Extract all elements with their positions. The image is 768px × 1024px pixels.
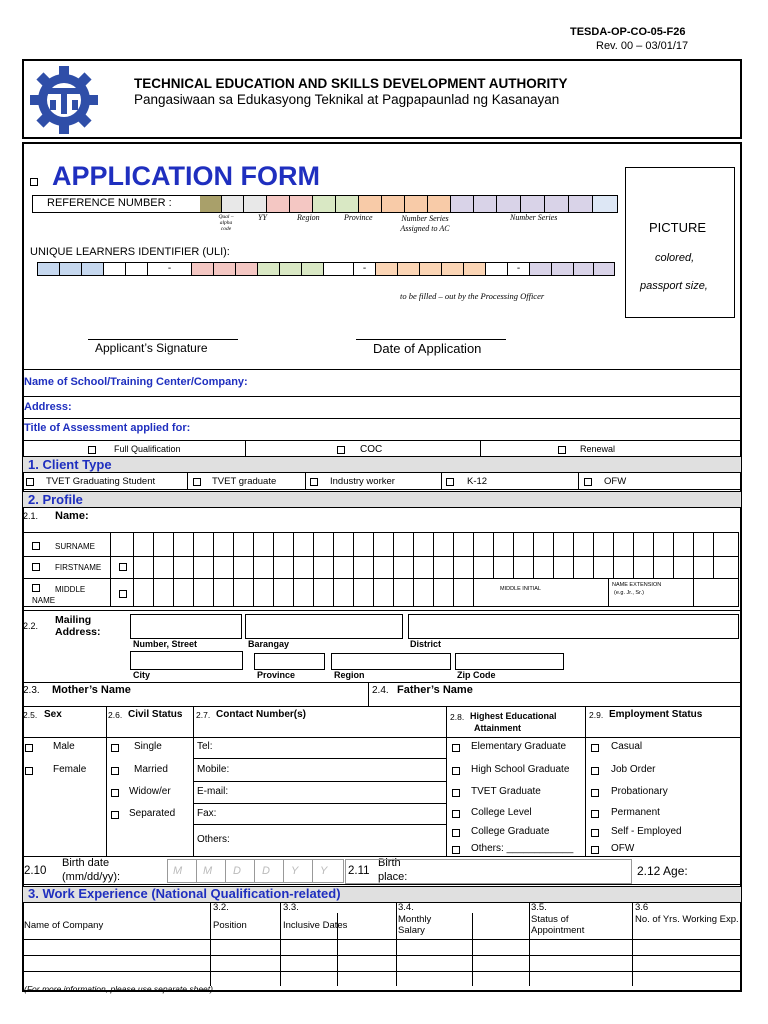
street-input[interactable] [130, 614, 242, 639]
education-high-school: High School Graduate [471, 764, 570, 775]
divider [23, 955, 741, 956]
date-placeholder-d: D [233, 865, 241, 877]
contact-tel[interactable]: Tel: [197, 741, 213, 752]
address-label: Address: [24, 401, 72, 413]
client-type-ofw: OFW [604, 476, 627, 487]
divider [133, 532, 134, 607]
divider [283, 859, 284, 883]
divider [472, 913, 473, 986]
checkbox[interactable] [111, 811, 119, 819]
birthplace-label-2: place: [378, 871, 408, 883]
section-bar [23, 491, 741, 508]
client-type-tvet-graduating: TVET Graduating Student [46, 476, 156, 487]
ref-cell[interactable] [545, 196, 569, 212]
checkbox[interactable] [88, 446, 96, 454]
checkbox[interactable] [111, 744, 119, 752]
divider [533, 532, 534, 578]
uli-cell[interactable] [594, 263, 614, 275]
birthdate-number: 2.10 [24, 865, 47, 877]
civil-married: Married [134, 764, 168, 775]
uli-label: UNIQUE LEARNERS IDENTIFIER (ULI): [30, 246, 230, 258]
divider [193, 803, 446, 804]
surname-label: SURNAME [55, 542, 96, 551]
uli-cell[interactable] [38, 263, 60, 275]
employment-ofw: OFW [611, 843, 635, 854]
caption-province: Province [344, 213, 373, 222]
district-label: District [410, 639, 442, 649]
divider [513, 532, 514, 578]
divider [585, 706, 586, 856]
uli-cell[interactable] [82, 263, 104, 275]
checkbox[interactable] [446, 478, 454, 486]
uli-cell[interactable] [398, 263, 420, 275]
uli-dash: - [354, 263, 376, 275]
divider [273, 532, 274, 607]
tesda-logo-icon [28, 64, 100, 136]
uli-cell[interactable] [60, 263, 82, 275]
checkbox[interactable] [452, 810, 460, 818]
work-col-status-number: 3.5. [531, 902, 547, 913]
sex-male: Male [53, 741, 75, 752]
caption-yy: YY [258, 213, 267, 222]
revision: Rev. 00 – 03/01/17 [596, 40, 689, 52]
uli-cell[interactable] [552, 263, 574, 275]
work-col-company: Name of Company [24, 920, 104, 931]
divider [23, 578, 739, 579]
caption-region: Region [297, 213, 320, 222]
title-bullet-icon [30, 178, 38, 186]
divider [396, 903, 397, 986]
date-placeholder-m: M [173, 865, 183, 877]
divider [608, 578, 609, 607]
education-others: Others: ____________ [471, 843, 574, 854]
uli-cell[interactable] [530, 263, 552, 275]
birthplace-label-1: Birth [378, 857, 401, 869]
client-type-industry-worker: Industry worker [330, 476, 395, 487]
ref-cell[interactable] [497, 196, 521, 212]
date-placeholder-m: M [203, 865, 213, 877]
uli-cell[interactable] [464, 263, 486, 275]
checkbox[interactable] [111, 767, 119, 775]
divider [333, 532, 334, 607]
barangay-input[interactable] [245, 614, 403, 639]
mailing-label-1: Mailing [55, 614, 92, 626]
date-placeholder-y: Y [291, 865, 299, 877]
date-placeholder-d: D [262, 865, 270, 877]
checkbox[interactable] [591, 789, 599, 797]
birthdate-label-1: Birth date [62, 857, 110, 869]
education-label-1: Highest Educational [470, 711, 557, 721]
divider [233, 532, 234, 607]
education-label-2: Attainment [474, 723, 521, 733]
uli-cell[interactable] [420, 263, 442, 275]
ref-cell[interactable] [474, 196, 497, 212]
uli-cell[interactable] [280, 263, 302, 275]
uli-cell[interactable] [104, 263, 126, 275]
divider [254, 859, 255, 883]
divider [23, 737, 741, 738]
divider [313, 532, 314, 607]
signature-label: Applicant’s Signature [95, 341, 208, 355]
uli-dash: - [508, 263, 530, 275]
checkbox[interactable] [193, 478, 201, 486]
name-extension-example: (e.g. Jr., Sr.) [614, 590, 644, 596]
divider [225, 859, 226, 883]
caption-number-series-ac: Number Series Assigned to AC [400, 214, 450, 233]
checkbox[interactable] [591, 829, 599, 837]
work-col-position-number: 3.2. [213, 902, 229, 913]
checkbox[interactable] [584, 478, 592, 486]
divider [713, 532, 714, 578]
work-col-salary: Monthly Salary [398, 914, 432, 936]
name-extension-label: NAME EXTENSION [612, 582, 662, 588]
civil-number: 2.6. [108, 710, 123, 720]
section-bar [23, 456, 741, 473]
reference-cells [200, 196, 617, 212]
education-tvet: TVET Graduate [471, 786, 541, 797]
divider [23, 610, 741, 611]
employment-permanent: Permanent [611, 807, 660, 818]
divider [573, 532, 574, 578]
divider [253, 532, 254, 607]
picture-box[interactable] [625, 167, 735, 318]
picture-note-1: colored, [655, 252, 695, 264]
ref-cell[interactable] [313, 196, 336, 212]
divider [23, 706, 741, 707]
divider [673, 532, 674, 578]
father-label: Father’s Name [397, 684, 473, 696]
civil-separated: Separated [129, 808, 176, 819]
date-label: Date of Application [373, 341, 482, 356]
mother-label: Mother’s Name [52, 684, 131, 696]
divider [441, 473, 442, 489]
divider [632, 903, 633, 986]
divider [23, 682, 741, 683]
employment-label: Employment Status [609, 709, 703, 720]
divider [193, 532, 194, 607]
divider [693, 578, 694, 607]
divider [493, 532, 494, 578]
middle-name-label: NAME [32, 596, 56, 605]
divider [193, 824, 446, 825]
civil-single: Single [134, 741, 162, 752]
name-label: Name: [55, 510, 89, 522]
divider [23, 939, 741, 940]
form-title: APPLICATION FORM [52, 161, 320, 191]
work-col-status: Status of Appointment [531, 914, 585, 936]
uli-cell[interactable] [302, 263, 324, 275]
work-col-years: No. of Yrs. Working Exp. [635, 914, 739, 925]
education-elementary: Elementary Graduate [471, 741, 567, 752]
divider [453, 532, 454, 607]
age-label[interactable]: 2.12 Age: [637, 864, 688, 878]
divider [693, 532, 694, 578]
document-code: TESDA-OP-CO-05-F26 [570, 26, 686, 38]
ref-cell[interactable] [336, 196, 359, 212]
checkbox[interactable] [32, 584, 40, 592]
uli-dash: - [148, 263, 192, 275]
divider [353, 532, 354, 607]
sex-label: Sex [44, 709, 62, 720]
divider [393, 532, 394, 607]
ref-cell[interactable] [428, 196, 451, 212]
uli-cell[interactable] [574, 263, 594, 275]
ref-cell[interactable] [521, 196, 545, 212]
work-col-position: Position [213, 920, 247, 931]
divider [305, 473, 306, 489]
checkbox[interactable] [32, 563, 40, 571]
divider [446, 706, 447, 856]
region-label: Region [334, 670, 365, 680]
checkbox[interactable] [591, 767, 599, 775]
assessment-option-coc: COC [360, 444, 383, 455]
checkbox[interactable] [25, 744, 33, 752]
reference-label: REFERENCE NUMBER : [47, 197, 172, 209]
uli-note: to be filled – out by the Processing Officer [400, 291, 545, 301]
district-input[interactable] [408, 614, 739, 639]
education-college-level: College Level [471, 807, 532, 818]
client-type-k12: K-12 [467, 476, 488, 487]
region-input[interactable] [331, 653, 451, 670]
zip-input[interactable] [455, 653, 564, 670]
work-col-dates-number: 3.3. [283, 902, 299, 913]
divider [23, 396, 741, 397]
checkbox[interactable] [119, 590, 127, 598]
assessment-option-full: Full Qualification [114, 444, 181, 454]
city-label: City [133, 670, 151, 680]
checkbox[interactable] [452, 846, 460, 854]
employment-job-order: Job Order [611, 764, 656, 775]
checkbox[interactable] [25, 767, 33, 775]
divider [213, 532, 214, 607]
divider [187, 473, 188, 489]
checkbox[interactable] [452, 789, 460, 797]
divider [613, 532, 614, 578]
divider [23, 440, 741, 441]
divider [106, 706, 107, 856]
assessment-option-renewal: Renewal [580, 444, 616, 454]
employment-probationary: Probationary [611, 786, 668, 797]
divider [633, 532, 634, 578]
divider [553, 532, 554, 578]
divider [413, 532, 414, 607]
ref-cell[interactable] [451, 196, 474, 212]
section-2-title: 2. Profile [28, 492, 83, 507]
divider [23, 971, 741, 972]
contact-email[interactable]: E-mail: [197, 786, 229, 797]
birthdate-label-2: (mm/dd/yy): [62, 871, 121, 883]
civil-label: Civil Status [128, 709, 183, 720]
employment-number: 2.9. [589, 710, 604, 720]
province-label: Province [257, 670, 296, 680]
uli-cell[interactable] [324, 263, 354, 275]
divider [153, 532, 154, 607]
divider [23, 369, 741, 370]
ref-cell[interactable] [222, 196, 244, 212]
divider [480, 440, 481, 456]
section-1-title: 1. Client Type [28, 457, 112, 472]
ref-cell[interactable] [405, 196, 428, 212]
signature-line[interactable] [88, 339, 238, 340]
ref-cell[interactable] [593, 196, 617, 212]
street-label: Number, Street [133, 639, 198, 649]
father-number: 2.4. [372, 685, 389, 696]
divider [293, 532, 294, 607]
contact-label: Contact Number(s) [216, 709, 307, 720]
divider [529, 903, 530, 986]
divider [245, 440, 246, 456]
divider [578, 473, 579, 489]
checkbox[interactable] [591, 744, 599, 752]
checkbox[interactable] [452, 744, 460, 752]
uli-cell[interactable] [486, 263, 508, 275]
ref-cell[interactable] [244, 196, 267, 212]
ref-cell[interactable] [200, 196, 222, 212]
checkbox[interactable] [591, 846, 599, 854]
divider [312, 859, 313, 883]
ref-cell[interactable] [569, 196, 593, 212]
section-3-title: 3. Work Experience (National Qualification-related) [28, 886, 341, 901]
divider [196, 859, 197, 883]
uli-cell[interactable] [258, 263, 280, 275]
firstname-label: FIRSTNAME [55, 563, 102, 572]
checkbox[interactable] [337, 446, 345, 454]
divider [23, 884, 741, 885]
uli-cell[interactable] [442, 263, 464, 275]
checkbox[interactable] [452, 767, 460, 775]
middle-label: MIDDLE [55, 585, 86, 594]
name-number: 2.1. [23, 511, 39, 521]
divider [593, 532, 594, 578]
contact-number: 2.7. [196, 710, 211, 720]
divider [23, 489, 741, 490]
zip-label: Zip Code [457, 670, 496, 680]
picture-label: PICTURE [649, 220, 707, 235]
divider [373, 532, 374, 607]
work-col-dates: Inclusive Dates [283, 920, 348, 931]
checkbox[interactable] [310, 478, 318, 486]
caption-number-series: Number Series [510, 213, 558, 222]
mailing-label-2: Address: [55, 626, 101, 638]
education-college-graduate: College Graduate [471, 826, 550, 837]
agency-name-filipino: Pangasiwaan sa Edukasyong Teknikal at Pagpapaunlad ng Kasanayan [134, 92, 560, 107]
ref-cell[interactable] [359, 196, 382, 212]
checkbox[interactable] [591, 810, 599, 818]
city-input[interactable] [130, 651, 243, 670]
divider [23, 418, 741, 419]
picture-note-2: passport size, [640, 280, 708, 292]
divider [433, 532, 434, 607]
contact-mobile[interactable]: Mobile: [197, 764, 230, 775]
checkbox[interactable] [558, 446, 566, 454]
uli-cell[interactable] [126, 263, 148, 275]
work-col-years-number: 3.6 [635, 902, 649, 913]
divider [473, 532, 474, 607]
checkbox[interactable] [111, 789, 119, 797]
ref-cell[interactable] [290, 196, 313, 212]
caption-qual: Qual – alpha code [218, 214, 234, 233]
birthdate-input[interactable] [167, 859, 344, 883]
contact-others[interactable]: Others: [197, 834, 230, 845]
date-line[interactable] [356, 339, 506, 340]
education-number: 2.8. [450, 712, 465, 722]
sex-female: Female [53, 764, 87, 775]
uli-cell[interactable] [376, 263, 398, 275]
checkbox[interactable] [452, 829, 460, 837]
province-input[interactable] [254, 653, 325, 670]
ref-cell[interactable] [382, 196, 405, 212]
birthplace-input[interactable] [345, 859, 632, 884]
employment-casual: Casual [611, 741, 643, 752]
agency-name: TECHNICAL EDUCATION AND SKILLS DEVELOPMENT AUTHORITY [134, 76, 568, 91]
divider [653, 532, 654, 578]
divider [173, 532, 174, 607]
middle-initial-label: MIDDLE INITIAL [500, 586, 541, 592]
divider [23, 556, 739, 557]
work-col-salary-number: 3.4. [398, 902, 414, 913]
uli-cells [37, 262, 615, 276]
civil-widow: Widow/er [129, 786, 171, 797]
employment-self-employed: Self - Employed [611, 826, 682, 837]
sex-number: 2.5. [23, 710, 38, 720]
divider [210, 903, 211, 986]
uli-cell[interactable] [214, 263, 236, 275]
mailing-number: 2.2. [23, 621, 39, 631]
contact-fax[interactable]: Fax: [197, 808, 217, 819]
checkbox[interactable] [32, 542, 40, 550]
divider [193, 781, 446, 782]
mother-number: 2.3. [23, 685, 40, 696]
checkbox[interactable] [26, 478, 34, 486]
ref-cell[interactable] [267, 196, 290, 212]
birthplace-number: 2.11 [348, 865, 370, 877]
school-label: Name of School/Training Center/Company: [24, 376, 248, 388]
barangay-label: Barangay [248, 639, 290, 649]
uli-cell[interactable] [192, 263, 214, 275]
divider [110, 532, 111, 607]
divider [280, 903, 281, 986]
checkbox[interactable] [119, 563, 127, 571]
client-type-tvet-graduate: TVET graduate [212, 476, 277, 487]
uli-cell[interactable] [236, 263, 258, 275]
footnote: (For more information, please use separate sheet) [24, 984, 213, 994]
assessment-label: Title of Assessment applied for: [24, 422, 191, 434]
date-placeholder-y: Y [320, 865, 328, 877]
divider [193, 758, 446, 759]
divider [368, 682, 369, 706]
